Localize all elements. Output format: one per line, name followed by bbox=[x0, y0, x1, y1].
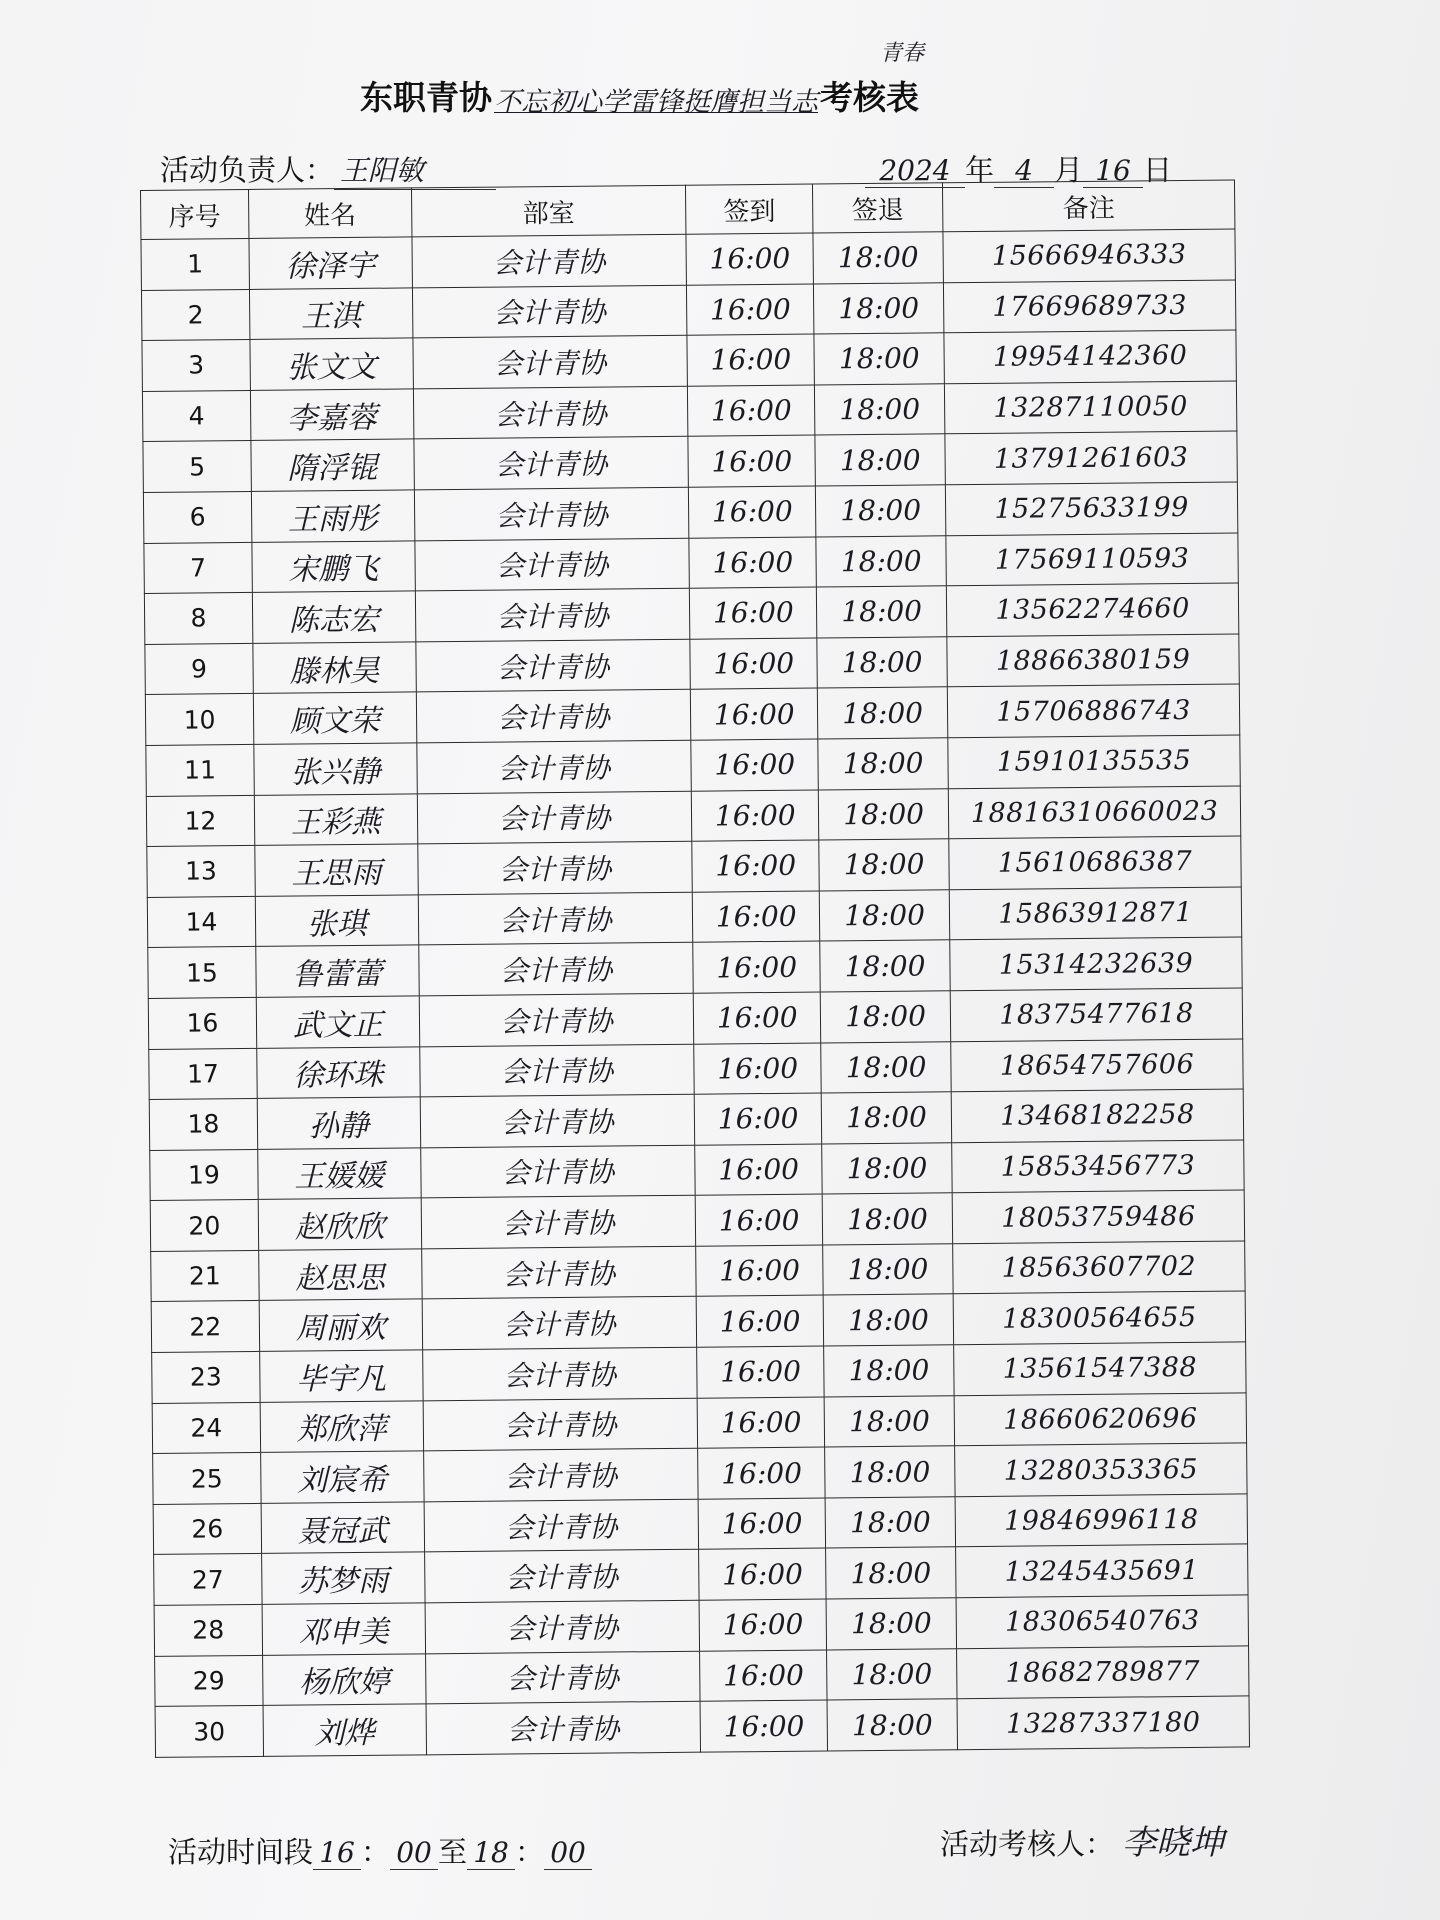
reviewer-label: 活动考核人： bbox=[940, 1827, 1115, 1861]
cell-remarks: 15666946333 bbox=[943, 229, 1235, 282]
cell-sign-out: 18:00 bbox=[825, 1446, 955, 1498]
cell-sign-in: 16:00 bbox=[695, 1144, 822, 1196]
cell-index: 30 bbox=[155, 1706, 263, 1758]
cell-name: 王雨彤 bbox=[251, 490, 414, 542]
cell-department: 会计青协 bbox=[423, 1398, 698, 1451]
period-end-minute: 00 bbox=[544, 1836, 592, 1870]
cell-name: 刘烨 bbox=[263, 1704, 426, 1756]
cell-remarks: 19846996118 bbox=[955, 1494, 1247, 1547]
cell-index: 9 bbox=[145, 643, 253, 695]
cell-department: 会计青协 bbox=[421, 1195, 696, 1248]
cell-sign-in: 16:00 bbox=[696, 1245, 823, 1297]
period-start-minute: 00 bbox=[390, 1836, 438, 1870]
cell-sign-in: 16:00 bbox=[691, 739, 818, 791]
cell-index: 12 bbox=[146, 795, 254, 847]
cell-sign-in: 16:00 bbox=[688, 385, 815, 437]
header-sign-out: 签退 bbox=[813, 183, 943, 233]
cell-sign-in: 16:00 bbox=[687, 284, 814, 336]
cell-sign-out: 18:00 bbox=[822, 1193, 952, 1245]
cell-name: 郑欣萍 bbox=[260, 1400, 423, 1452]
cell-name: 张兴静 bbox=[254, 743, 417, 795]
cell-department: 会计青协 bbox=[416, 690, 691, 743]
cell-sign-out: 18:00 bbox=[826, 1547, 956, 1599]
cell-remarks: 19954142360 bbox=[944, 330, 1236, 383]
cell-remarks: 13561547388 bbox=[954, 1342, 1246, 1395]
cell-remarks: 17569110593 bbox=[946, 533, 1238, 586]
period-start-colon: ： bbox=[361, 1835, 391, 1869]
cell-name: 聂冠武 bbox=[261, 1502, 424, 1554]
cell-department: 会计青协 bbox=[420, 1094, 695, 1147]
cell-sign-out: 18:00 bbox=[814, 282, 944, 334]
cell-department: 会计青协 bbox=[425, 1651, 700, 1704]
cell-sign-in: 16:00 bbox=[696, 1295, 823, 1347]
cell-index: 1 bbox=[141, 238, 249, 290]
cell-remarks: 18682789877 bbox=[957, 1646, 1249, 1699]
cell-department: 会计青协 bbox=[417, 841, 692, 894]
cell-remarks: 13468182258 bbox=[951, 1089, 1243, 1142]
cell-remarks: 18306540763 bbox=[956, 1595, 1248, 1648]
cell-index: 27 bbox=[154, 1554, 262, 1606]
cell-sign-out: 18:00 bbox=[821, 1092, 951, 1144]
cell-sign-out: 18:00 bbox=[824, 1345, 954, 1397]
cell-index: 7 bbox=[144, 542, 252, 594]
cell-name: 孙静 bbox=[257, 1097, 420, 1149]
header-index: 序号 bbox=[141, 189, 249, 239]
cell-sign-in: 16:00 bbox=[692, 790, 819, 842]
cell-sign-in: 16:00 bbox=[695, 1093, 822, 1145]
cell-department: 会计青协 bbox=[424, 1550, 699, 1603]
cell-sign-in: 16:00 bbox=[693, 941, 820, 993]
cell-name: 隋浮锟 bbox=[251, 439, 414, 491]
cell-sign-out: 18:00 bbox=[815, 434, 945, 486]
cell-sign-out: 18:00 bbox=[819, 889, 949, 941]
cell-name: 邓申美 bbox=[262, 1603, 425, 1655]
title-handwritten-theme: 不忘初心学雷锋挺膺担当志 bbox=[494, 87, 818, 118]
cell-name: 顾文荣 bbox=[253, 692, 416, 744]
cell-index: 26 bbox=[153, 1503, 261, 1555]
cell-sign-out: 18:00 bbox=[826, 1598, 956, 1650]
cell-index: 23 bbox=[152, 1351, 260, 1403]
reviewer-signature: 李晓坤 bbox=[1122, 1823, 1225, 1863]
cell-remarks: 15910135535 bbox=[948, 735, 1240, 788]
cell-department: 会计青协 bbox=[420, 1145, 695, 1198]
cell-sign-out: 18:00 bbox=[824, 1395, 954, 1447]
cell-sign-in: 16:00 bbox=[695, 1194, 822, 1246]
cell-index: 17 bbox=[149, 1048, 257, 1100]
cell-index: 29 bbox=[155, 1655, 263, 1707]
cell-department: 会计青协 bbox=[415, 538, 690, 591]
cell-remarks: 15275633199 bbox=[945, 482, 1237, 535]
period-end-hour: 18 bbox=[467, 1836, 515, 1870]
cell-sign-out: 18:00 bbox=[815, 384, 945, 436]
activity-leader bbox=[160, 148, 496, 190]
cell-sign-in: 16:00 bbox=[697, 1397, 824, 1449]
cell-index: 14 bbox=[147, 896, 255, 948]
cell-sign-in: 16:00 bbox=[689, 486, 816, 538]
cell-department: 会计青协 bbox=[413, 386, 688, 439]
cell-department: 会计青协 bbox=[425, 1600, 700, 1653]
cell-sign-in: 16:00 bbox=[687, 334, 814, 386]
cell-index: 24 bbox=[152, 1402, 260, 1454]
header-department: 部室 bbox=[411, 185, 686, 237]
cell-department: 会计青协 bbox=[418, 943, 693, 996]
cell-remarks: 13280353365 bbox=[955, 1443, 1247, 1496]
cell-name: 赵思思 bbox=[259, 1249, 422, 1301]
activity-reviewer bbox=[940, 1815, 1224, 1864]
cell-index: 20 bbox=[150, 1200, 258, 1252]
cell-sign-in: 16:00 bbox=[690, 638, 817, 690]
attendance-table bbox=[140, 179, 1250, 1757]
cell-sign-in: 16:00 bbox=[686, 233, 813, 285]
cell-sign-out: 18:00 bbox=[817, 586, 947, 638]
cell-sign-in: 16:00 bbox=[698, 1498, 825, 1550]
date-month-unit: 月 bbox=[1054, 153, 1084, 187]
cell-name: 鲁蕾蕾 bbox=[256, 945, 419, 997]
cell-sign-out: 18:00 bbox=[825, 1497, 955, 1549]
cell-sign-out: 18:00 bbox=[821, 1041, 951, 1093]
date-day: 16 bbox=[1083, 154, 1143, 188]
cell-remarks: 18660620696 bbox=[954, 1393, 1246, 1446]
period-end-colon: ： bbox=[515, 1835, 545, 1869]
cell-name: 徐泽宇 bbox=[249, 237, 412, 289]
cell-index: 16 bbox=[148, 997, 256, 1049]
cell-sign-out: 18:00 bbox=[823, 1244, 953, 1296]
cell-name: 王淇 bbox=[249, 287, 412, 339]
cell-name: 周丽欢 bbox=[259, 1299, 422, 1351]
cell-name: 张琪 bbox=[255, 895, 418, 947]
cell-index: 28 bbox=[154, 1604, 262, 1656]
cell-remarks: 18866380159 bbox=[947, 634, 1239, 687]
cell-sign-out: 18:00 bbox=[819, 839, 949, 891]
title-suffix: 考核表 bbox=[820, 78, 919, 117]
cell-name: 李嘉蓉 bbox=[250, 389, 413, 441]
cell-index: 11 bbox=[146, 744, 254, 796]
cell-sign-out: 18:00 bbox=[818, 788, 948, 840]
cell-index: 10 bbox=[145, 694, 253, 746]
cell-sign-out: 18:00 bbox=[823, 1294, 953, 1346]
cell-sign-out: 18:00 bbox=[817, 637, 947, 689]
cell-name: 陈志宏 bbox=[252, 591, 415, 643]
cell-department: 会计青协 bbox=[421, 1246, 696, 1299]
cell-name: 张文文 bbox=[250, 338, 413, 390]
cell-index: 4 bbox=[142, 390, 250, 442]
cell-department: 会计青协 bbox=[414, 437, 689, 490]
cell-sign-in: 16:00 bbox=[699, 1548, 826, 1600]
cell-sign-in: 16:00 bbox=[698, 1447, 825, 1499]
leader-label: 活动负责人： bbox=[160, 153, 335, 187]
cell-remarks: 15863912871 bbox=[949, 887, 1241, 940]
cell-name: 刘宸希 bbox=[260, 1451, 423, 1503]
cell-sign-out: 18:00 bbox=[818, 687, 948, 739]
cell-remarks: 17669689733 bbox=[943, 280, 1235, 333]
cell-name: 武文正 bbox=[256, 996, 419, 1048]
cell-sign-in: 16:00 bbox=[697, 1346, 824, 1398]
cell-index: 8 bbox=[144, 593, 252, 645]
cell-index: 13 bbox=[147, 846, 255, 898]
cell-department: 会计青协 bbox=[416, 639, 691, 692]
cell-department: 会计青协 bbox=[417, 791, 692, 844]
cell-sign-out: 18:00 bbox=[813, 232, 943, 284]
cell-remarks: 13287337180 bbox=[957, 1696, 1249, 1749]
date-month: 4 bbox=[994, 154, 1054, 188]
cell-sign-out: 18:00 bbox=[814, 333, 944, 385]
cell-name: 滕林昊 bbox=[253, 642, 416, 694]
cell-name: 徐环珠 bbox=[257, 1046, 420, 1098]
cell-index: 5 bbox=[143, 441, 251, 493]
cell-remarks: 13562274660 bbox=[946, 583, 1238, 636]
cell-name: 杨欣婷 bbox=[262, 1653, 425, 1705]
cell-remarks: 18654757606 bbox=[951, 1038, 1243, 1091]
cell-department: 会计青协 bbox=[422, 1297, 697, 1350]
cell-sign-out: 18:00 bbox=[816, 535, 946, 587]
cell-index: 2 bbox=[141, 289, 249, 341]
cell-sign-out: 18:00 bbox=[827, 1648, 957, 1700]
cell-sign-in: 16:00 bbox=[689, 537, 816, 589]
cell-name: 赵欣欣 bbox=[258, 1198, 421, 1250]
cell-sign-in: 16:00 bbox=[699, 1599, 826, 1651]
cell-remarks: 15610686387 bbox=[949, 836, 1241, 889]
cell-sign-out: 18:00 bbox=[822, 1142, 952, 1194]
cell-remarks: 15314232639 bbox=[950, 937, 1242, 990]
cell-sign-out: 18:00 bbox=[818, 738, 948, 790]
cell-index: 21 bbox=[151, 1250, 259, 1302]
cell-index: 3 bbox=[142, 340, 250, 392]
period-to: 至 bbox=[438, 1835, 468, 1869]
sheet-title bbox=[360, 41, 925, 119]
cell-department: 会计青协 bbox=[422, 1347, 697, 1400]
cell-name: 宋鹏飞 bbox=[252, 540, 415, 592]
cell-index: 18 bbox=[149, 1099, 257, 1151]
cell-remarks: 18300564655 bbox=[953, 1291, 1245, 1344]
cell-remarks: 18816310660023 bbox=[948, 785, 1240, 838]
cell-sign-in: 16:00 bbox=[700, 1700, 827, 1752]
cell-remarks: 18053759486 bbox=[952, 1190, 1244, 1243]
cell-sign-out: 18:00 bbox=[820, 940, 950, 992]
cell-sign-in: 16:00 bbox=[688, 435, 815, 487]
period-label: 活动时间段 bbox=[168, 1835, 314, 1869]
cell-department: 会计青协 bbox=[413, 335, 688, 388]
cell-index: 25 bbox=[153, 1453, 261, 1505]
title-prefix: 东职青协 bbox=[360, 78, 492, 117]
cell-name: 苏梦雨 bbox=[261, 1552, 424, 1604]
cell-index: 19 bbox=[150, 1149, 258, 1201]
cell-department: 会计青协 bbox=[415, 588, 690, 641]
cell-name: 王思雨 bbox=[255, 844, 418, 896]
activity-time-period bbox=[168, 1830, 592, 1871]
cell-department: 会计青协 bbox=[412, 234, 687, 287]
period-start-hour: 16 bbox=[313, 1836, 361, 1870]
cell-remarks: 15706886743 bbox=[947, 684, 1239, 737]
date-year-unit: 年 bbox=[965, 153, 995, 187]
date-year: 2024 bbox=[865, 154, 965, 188]
header-sign-in: 签到 bbox=[686, 184, 813, 234]
cell-remarks: 13287110050 bbox=[944, 381, 1236, 434]
cell-sign-in: 16:00 bbox=[692, 840, 819, 892]
cell-department: 会计青协 bbox=[417, 740, 692, 793]
cell-name: 毕宇凡 bbox=[260, 1350, 423, 1402]
cell-sign-in: 16:00 bbox=[691, 688, 818, 740]
header-remarks: 备注 bbox=[943, 180, 1235, 232]
cell-department: 会计青协 bbox=[418, 892, 693, 945]
cell-sign-in: 16:00 bbox=[694, 1043, 821, 1095]
cell-index: 22 bbox=[151, 1301, 259, 1353]
cell-sign-in: 16:00 bbox=[700, 1650, 827, 1702]
cell-remarks: 15853456773 bbox=[952, 1140, 1244, 1193]
cell-sign-out: 18:00 bbox=[820, 991, 950, 1043]
cell-department: 会计青协 bbox=[414, 487, 689, 540]
cell-name: 王媛媛 bbox=[258, 1148, 421, 1200]
leader-name: 王阳敏 bbox=[334, 149, 496, 190]
cell-remarks: 18375477618 bbox=[950, 988, 1242, 1041]
cell-department: 会计青协 bbox=[412, 285, 687, 338]
cell-index: 15 bbox=[148, 947, 256, 999]
cell-sign-in: 16:00 bbox=[693, 891, 820, 943]
date-day-unit: 日 bbox=[1143, 153, 1173, 187]
cell-sign-in: 16:00 bbox=[690, 587, 817, 639]
cell-remarks: 18563607702 bbox=[953, 1241, 1245, 1294]
cell-remarks: 13791261603 bbox=[945, 431, 1237, 484]
cell-index: 6 bbox=[143, 491, 251, 543]
cell-remarks: 13245435691 bbox=[956, 1544, 1248, 1597]
cell-department: 会计青协 bbox=[423, 1448, 698, 1501]
cell-sign-out: 18:00 bbox=[816, 485, 946, 537]
cell-name: 王彩燕 bbox=[254, 793, 417, 845]
cell-sign-out: 18:00 bbox=[827, 1699, 957, 1751]
header-name: 姓名 bbox=[248, 188, 411, 239]
title-inserted-word: 青春 bbox=[880, 41, 925, 66]
table-row bbox=[155, 1696, 1249, 1757]
cell-sign-in: 16:00 bbox=[694, 992, 821, 1044]
cell-department: 会计青协 bbox=[426, 1701, 701, 1754]
cell-department: 会计青协 bbox=[419, 993, 694, 1046]
cell-department: 会计青协 bbox=[419, 1044, 694, 1097]
cell-department: 会计青协 bbox=[424, 1499, 699, 1552]
